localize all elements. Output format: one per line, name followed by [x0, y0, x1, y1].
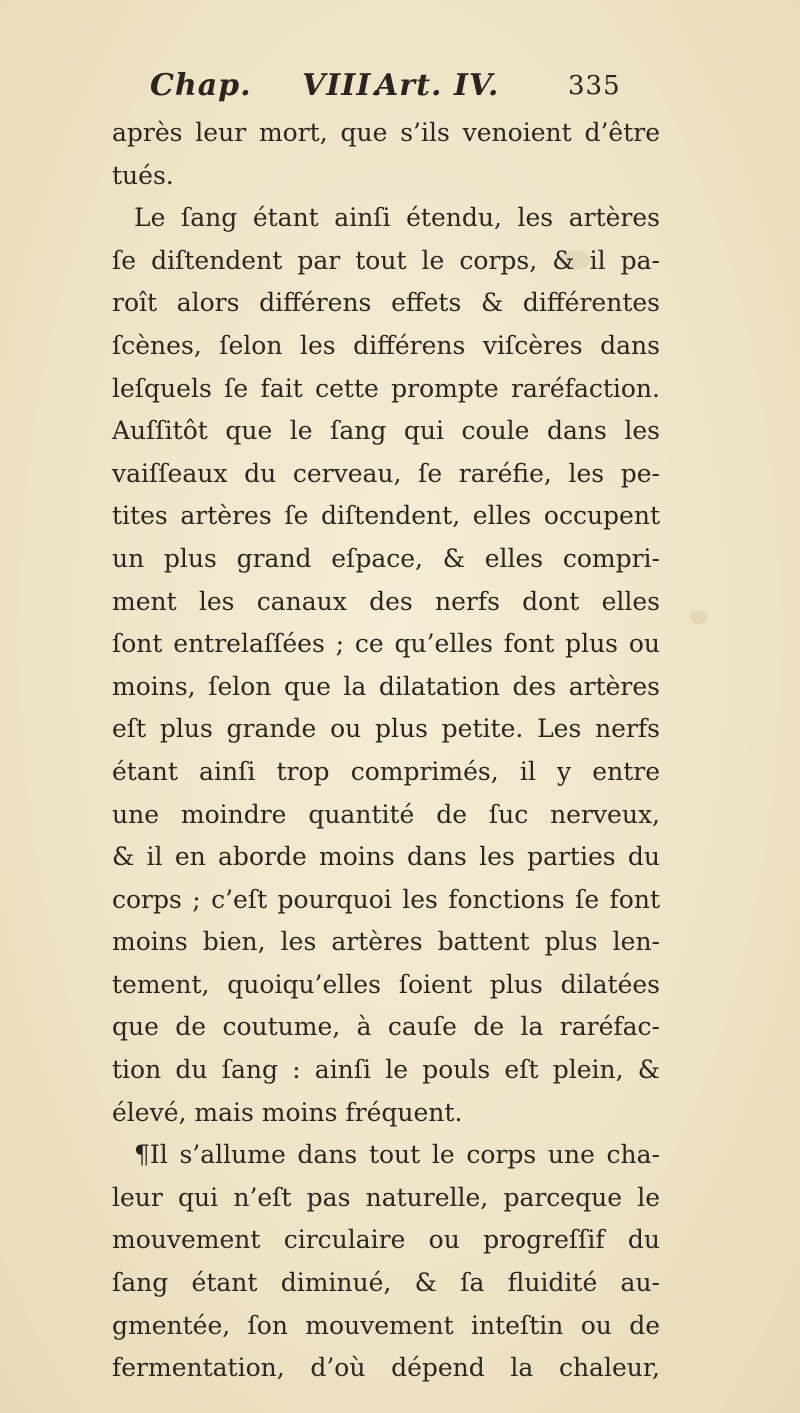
text-line: mouvement circulaire ou progreſſif du [112, 1225, 660, 1255]
page-number: 335 [568, 71, 621, 101]
body-text [112, 112, 660, 1390]
text-line: corps ; c’eſt pourquoi les fonctions ſe font [112, 884, 660, 914]
running-header [150, 62, 630, 110]
text-line: étant ainſi trop comprimés, il y entre [112, 756, 660, 786]
header-chapter-label: Chap. [150, 68, 252, 103]
text-line: ſe diſtendent par tout le corps, & il pa- [112, 245, 660, 275]
paper-stain [690, 610, 708, 624]
text-line: vaiſſeaux du cerveau, ſe raréfie, les pe- [112, 458, 660, 488]
text-line: Le ſang étant ainſi étendu, les artères [134, 203, 660, 233]
text-line: roît alors différens effets & différentes [112, 288, 660, 318]
text-line: que de coutume, à cauſe de la raréfac- [112, 1012, 660, 1042]
header-article: Art. IV. [375, 68, 500, 103]
text-line: tites artères ſe diſtendent, elles occupent [112, 501, 660, 531]
text-line: ſont entrelaſſées ; ce qu’elles font plus ou [112, 629, 660, 659]
text-line: Auſſitôt que le ſang qui coule dans les [112, 416, 660, 446]
text-line: un plus grand eſpace, & elles compri- [112, 543, 660, 573]
text-line: tués. [112, 160, 174, 190]
text-line: gmentée, ſon mouvement inteſtin ou de [112, 1310, 660, 1340]
text-line: eſt plus grande ou plus petite. Les nerfs [112, 714, 660, 744]
text-line: fermentation, d’où dépend la chaleur, [112, 1353, 660, 1383]
text-line: élevé, mais moins fréquent. [112, 1097, 463, 1127]
text-line: & il en aborde moins dans les parties du [112, 842, 660, 872]
text-line: ment les canaux des nerfs dont elles [112, 586, 660, 616]
text-line: tement, quoiqu’elles ſoient plus dilatées [112, 969, 660, 999]
text-line: moins bien, les artères battent plus len- [112, 927, 660, 957]
text-line: ¶Il s’allume dans tout le corps une cha- [134, 1140, 660, 1170]
text-line: ſcènes, ſelon les différens viſcères dans [112, 330, 660, 360]
text-line: leur qui n’eſt pas naturelle, parceque le [112, 1182, 660, 1212]
text-line: après leur mort, que s’ils venoient d’être [112, 118, 660, 147]
text-line: une moindre quantité de ſuc nerveux, [112, 799, 660, 829]
text-line: tion du ſang : ainſi le pouls eſt plein, & [112, 1055, 660, 1085]
text-line: ſang étant diminué, & ſa fluidité au- [112, 1268, 660, 1298]
text-line: moins, ſelon que la dilatation des artères [112, 671, 660, 701]
text-line: leſquels ſe fait cette prompte raréfaction. [112, 373, 660, 403]
header-chapter-number: VIII. [302, 68, 383, 103]
